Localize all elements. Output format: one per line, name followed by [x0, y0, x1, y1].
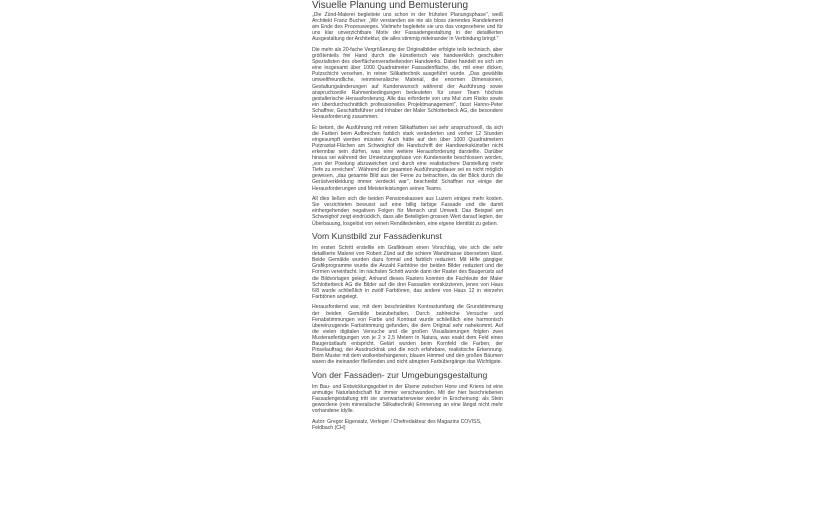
paragraph-contrast: Herausfordernd war, mit dem beschränkten Kontrastumfang die Grundstimmung der beiden Gemälde beizubehalten. Durch zahlreiche Versuche und Fenabstimmungen von Farbe und Kontrast wurde schließlich eine harmonisch übereinzugende Farbstimmung gefunden, die dem Original sehr nahekommt. Auf die vielen digitalen Versuche und die großen Visualisierungen folgten zwei Musteranfertigungen von je 2 x 2,5 Metern in Natura, was exakt dem Feld eines Baugerüstlaufs entspricht. Gelärt wurden beim Kornfeld die Farben, der Pinselauftrag, der Ausdrucktrak und die noch erfahrbare, realistische Erkennung. Beim Muster mit dem wolkenbehangenen, blauen Himmel und den großen Bäumen waren die ineinander fließenden und nicht abrupten Farbübergänge das Wichtigste. [312, 304, 503, 366]
paragraph-silicate-challenges: Er betont, die Ausführung mit reinen Silikatfarben sei sehr anspruchsvoll, da sich die Farben beim Aufbrechen farblich stark veränderten und vorher 12 Stunden eingesumpft werden müssten. Auch hätte auf den über 1000 Quadratmetern Putzrastat-Flächen am Schwoighof die Handschrift der Handwerkskünstler nicht erkennbar sein dürfen, was eine weitere Herausforderung darstellte. Darüber hinaus sei während der Umsetzungsphase von Kundenseite beschlossen worden, „von der Pixelung abzuweichen und durch eine realistischere Darstellung mehr Tiefe zu erreichen". Während der gesamten Ausführungsdauer sei es nicht möglich gewesen, „das gesamte Bild aus der Ferne zu betrachten, da der Blick durch die Gerüstverkleidung immer verdeckt war", beschreibt Schaffner nur einige der Herausforderungen und Meisterleistungen seines Teams. [312, 124, 503, 192]
paragraph-landscape: Im Bau- und Entwicklungsgebiet in der Ebene zwischen Horw und Kriens ist eine anmutige Naturlandschaft für immer verschwunden. Mit der hier beschriebenen Fassadengestaltung tritt sie unerwartarterweise wieder in Erscheinung: als Stein gewordene (rein mineralische Silikattechnik) Erinnerung an eine längst nicht mehr vorhandene Idylle. [312, 383, 503, 415]
section-heading-environment: Von der Fassaden- zur Umgebungsgestaltung [312, 369, 488, 380]
author-credit: Autor: Gregor Eigensatz, Verleger / Chefredakteur des Magazins COVISS, Feldbach (CH) [312, 418, 482, 431]
paragraph-enlargement: Die mehr als 20-fache Vergrößerung der Originalbilder erfolgte teils technisch, aber größtenteils frei Hand durch die künstlerisch wie handwerklich geschulten Spezialisten des oberflächenverarbeitenden Handwerks. Dabei handelt es sich um eine insgesamt über 1000 Quadratmeter Fassadenfläche, die, mit einer dicken, Putzschicht versehen, in reiner Silikattechnik ausgeführt wurde. „Das gewählte umweltfreundliche, reinmineralische Material, die enormen Dimensionen, Gestaltungsänderungen auf Kundenwunsch während der Ausführung sowie anspruchsvolle Rahmenbedingungen bedeuteten für unser Team höchste gestalterische Herausforderung. Alle das erforderte von uns Mut zum Risiko sowie ein überdurchschnittlich professionelles Projektmanagement", fasst Hanno-Peter Schaffner, Geschäftsführer und Inhaber der Maler Schlotterbeck AG, die besondere Herausforderung zusammen. [312, 46, 503, 120]
paragraph-graphic-team: Im ersten Schritt erstellte ein Grafikteam einen Vorschlag, wie sich die sehr detaillierte Malerei von Robert Zünd auf die schiere Wandmasse übersetzen lässt. Beide Gemälde wurden dazu formal und farblich reduziert. Mit Hilfe gängiger Grafikprogramme wurde die Anzahl Farbtöne der beiden Bilder reduziert und die Formen vereinfacht. Im nächsten Schritt wurde dann der Raster des Baugerüsts auf die Bildvorlagen gelegt. Anhand dieses Rasters konnten die Fachleute der Maler Schlotterbeck AG die Bilder auf die drei Fassaden vorskizzieren, jenes von Haus 6/8 wurde schließlich in zwölf Farbtönen, das andere von Haus 12 in vierzehn Farbtönen angelegt. [312, 245, 503, 300]
article-column [312, 0, 503, 436]
paragraph-pension-funds: All dies ließen sich die beiden Pensionskassen aus Luzern einiges mehr kosten. Sie verzichteten bewusst auf eine billig farbige Fassade und die damit einhergehenden negativen Folgen für Mensch und Umwelt. Das Beispiel am Schwoighof zeigt eindrücklich, dass alle Beteiligten grossen Wert darauf legten, der Überbauung, losgelöst von reinen Renditedenken, eine eigene Identität zu geben. [312, 196, 503, 227]
paragraph-quote-architect: „Die Zünd-Malerei begleitete uns schon in der frühsten Planungsphase", weiß Architekt Franz Bucher. „Wir verstanden sie nie als bloss zierendes Randelement am Ende des Prozessweges. Vielmehr begleitete sie uns das vorgesehene und für uns klar unverzichtbare Motiv der Fassadengestaltung in der detaillierten Ausgestaltung der Architektur, die alles stimmig miteinander in Verbindung bringt." [312, 12, 503, 43]
section-heading-visual-planning: Visuelle Planung und Bemusterung [312, 0, 469, 11]
section-heading-art-to-facade: Vom Kunstbild zur Fassadenkunst [312, 231, 442, 242]
